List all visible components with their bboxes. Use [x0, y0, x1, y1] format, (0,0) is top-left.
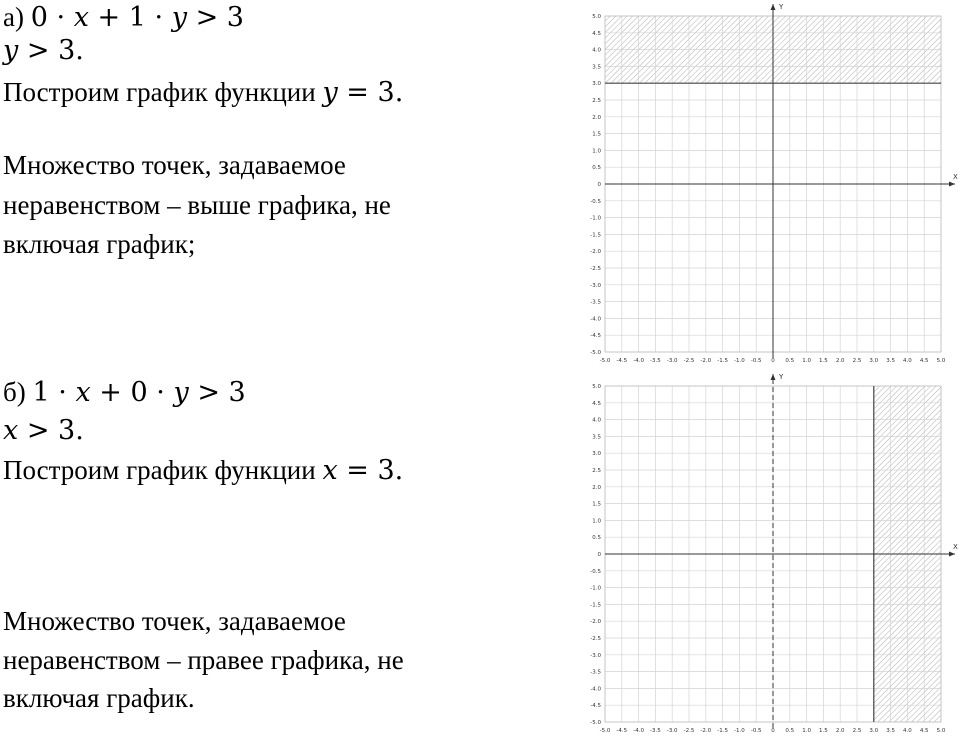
x-tick-label: 3.5 [886, 728, 895, 734]
y-tick-label: -4.5 [590, 333, 601, 340]
x-tick-label: 0 [771, 358, 775, 364]
y-tick-label: 0.5 [592, 165, 601, 172]
part-b-reduced: x > 3. [3, 415, 84, 446]
part-a-reduced: y > 3. [3, 35, 84, 66]
x-tick-label: 0.5 [785, 728, 795, 734]
part-a-desc-1: Множество точек, задаваемое [3, 150, 346, 180]
y-tick-label: 4.5 [592, 30, 601, 37]
part-a-label: а) [3, 2, 24, 32]
x-tick-label: -5.0 [599, 728, 611, 734]
y-tick-label: 3.5 [592, 64, 601, 71]
y-tick-label: 5.0 [592, 14, 601, 20]
x-tick-label: -5.0 [599, 358, 611, 364]
part-a-desc-3: включая график; [3, 229, 196, 259]
y-tick-label: 0 [597, 552, 601, 558]
y-tick-label: 2.5 [592, 98, 601, 104]
y-tick-label: 2.0 [592, 484, 601, 491]
graph-a [575, 0, 960, 372]
y-tick-label: -3.0 [590, 282, 601, 289]
y-tick-label: 1.5 [592, 131, 601, 138]
x-tick-label: -3.5 [650, 358, 661, 364]
y-tick-label: 1.0 [592, 518, 601, 525]
y-tick-label: -4.0 [590, 686, 601, 693]
x-tick-label: -4.0 [633, 358, 644, 364]
part-b-desc-1: Множество точек, задаваемое [3, 606, 346, 636]
x-tick-label: 1.5 [819, 728, 828, 734]
x-tick-label: -1.0 [734, 358, 745, 364]
x-tick-label: -1.0 [734, 728, 745, 734]
x-tick-label: 4.5 [919, 358, 929, 364]
part-a-desc-2: неравенством – выше графика, не [3, 190, 391, 220]
part-a-equation-math: 0 · x + 1 · y > 3 [30, 2, 244, 33]
x-tick-label: 3.5 [886, 358, 895, 364]
y-tick-label: -4.5 [590, 703, 601, 710]
part-b-equation-math: 1 · x + 0 · y > 3 [32, 377, 246, 408]
x-tick-label: 0 [771, 728, 775, 734]
x-tick-label: -1.5 [717, 358, 728, 364]
x-tick-label: -3.5 [650, 728, 661, 734]
x-tick-label: -3.0 [666, 728, 678, 734]
x-tick-label: 4.0 [903, 728, 912, 734]
y-tick-label: 0.5 [592, 535, 601, 542]
y-tick-label: -1.0 [590, 215, 601, 222]
y-axis-arrow [771, 4, 776, 10]
y-tick-label: -2.5 [590, 636, 601, 642]
x-tick-label: 1.0 [802, 728, 811, 734]
y-tick-label: 3.5 [592, 434, 601, 441]
y-tick-label: 3.0 [592, 451, 601, 458]
y-tick-label: 2.0 [592, 114, 601, 121]
y-tick-label: -2.0 [590, 619, 601, 626]
y-tick-label: -0.5 [590, 198, 601, 205]
x-tick-label: 3.0 [869, 728, 879, 734]
graph-b [575, 368, 960, 736]
x-tick-label: 3.0 [869, 358, 879, 364]
x-tick-label: -0.5 [750, 728, 762, 734]
x-tick-label: -3.0 [666, 358, 678, 364]
x-tick-label: 5.0 [936, 358, 946, 364]
part-a-equation [3, 0, 244, 35]
y-tick-label: 4.0 [592, 47, 601, 54]
part-b-equation [3, 375, 246, 410]
y-tick-label: -5.0 [590, 720, 601, 726]
x-tick-label: 2.0 [835, 728, 845, 734]
x-tick-label: -2.0 [700, 358, 712, 364]
y-tick-label: -3.5 [590, 669, 601, 676]
y-axis-name: Y [779, 373, 784, 381]
x-tick-label: 4.0 [903, 358, 912, 364]
part-b-desc-3: включая график. [3, 683, 195, 713]
y-axis-arrow [771, 374, 776, 380]
x-tick-label: 1.5 [819, 358, 828, 364]
x-tick-label: -2.0 [700, 728, 712, 734]
y-tick-label: 1.0 [592, 148, 601, 155]
x-tick-label: 0.5 [785, 358, 795, 364]
part-a-build: Построим график функции y = 3. [3, 77, 404, 108]
x-tick-label: 5.0 [936, 728, 946, 734]
x-tick-label: 2.5 [852, 358, 862, 364]
x-axis-arrow [949, 552, 955, 557]
x-tick-label: 1.0 [802, 358, 811, 364]
x-tick-label: -4.5 [616, 728, 628, 734]
y-tick-label: 1.5 [592, 501, 601, 508]
y-tick-label: -1.5 [590, 232, 601, 239]
y-tick-label: 0 [597, 182, 601, 188]
y-tick-label: -3.0 [590, 652, 601, 659]
y-axis-name: Y [779, 3, 784, 11]
y-tick-label: -4.0 [590, 316, 601, 323]
y-tick-label: 4.5 [592, 400, 601, 407]
y-tick-label: -1.0 [590, 585, 601, 592]
x-axis-name: X [953, 173, 958, 181]
x-tick-label: -1.5 [717, 728, 728, 734]
y-tick-label: 2.5 [592, 468, 601, 474]
x-tick-label: -4.5 [616, 358, 628, 364]
x-tick-label: 2.5 [852, 728, 862, 734]
part-b-label: б) [3, 377, 26, 407]
y-tick-label: 5.0 [592, 384, 601, 390]
x-tick-label: 4.5 [919, 728, 929, 734]
part-b-desc-2: неравенством – правее графика, не [3, 645, 404, 675]
y-tick-label: 4.0 [592, 417, 601, 424]
y-tick-label: -1.5 [590, 602, 601, 609]
x-axis-arrow [949, 182, 955, 187]
y-tick-label: -2.0 [590, 249, 601, 256]
x-tick-label: -0.5 [750, 358, 762, 364]
y-tick-label: -0.5 [590, 568, 601, 575]
y-tick-label: 3.0 [592, 81, 601, 88]
x-tick-label: -2.5 [683, 358, 695, 364]
y-tick-label: -3.5 [590, 299, 601, 306]
x-axis-name: X [953, 543, 958, 551]
y-tick-label: -2.5 [590, 266, 601, 272]
x-tick-label: 2.0 [835, 358, 845, 364]
x-tick-label: -2.5 [683, 728, 695, 734]
y-tick-label: -5.0 [590, 350, 601, 356]
part-b-build: Построим график функции x = 3. [3, 455, 404, 486]
x-tick-label: -4.0 [633, 728, 644, 734]
